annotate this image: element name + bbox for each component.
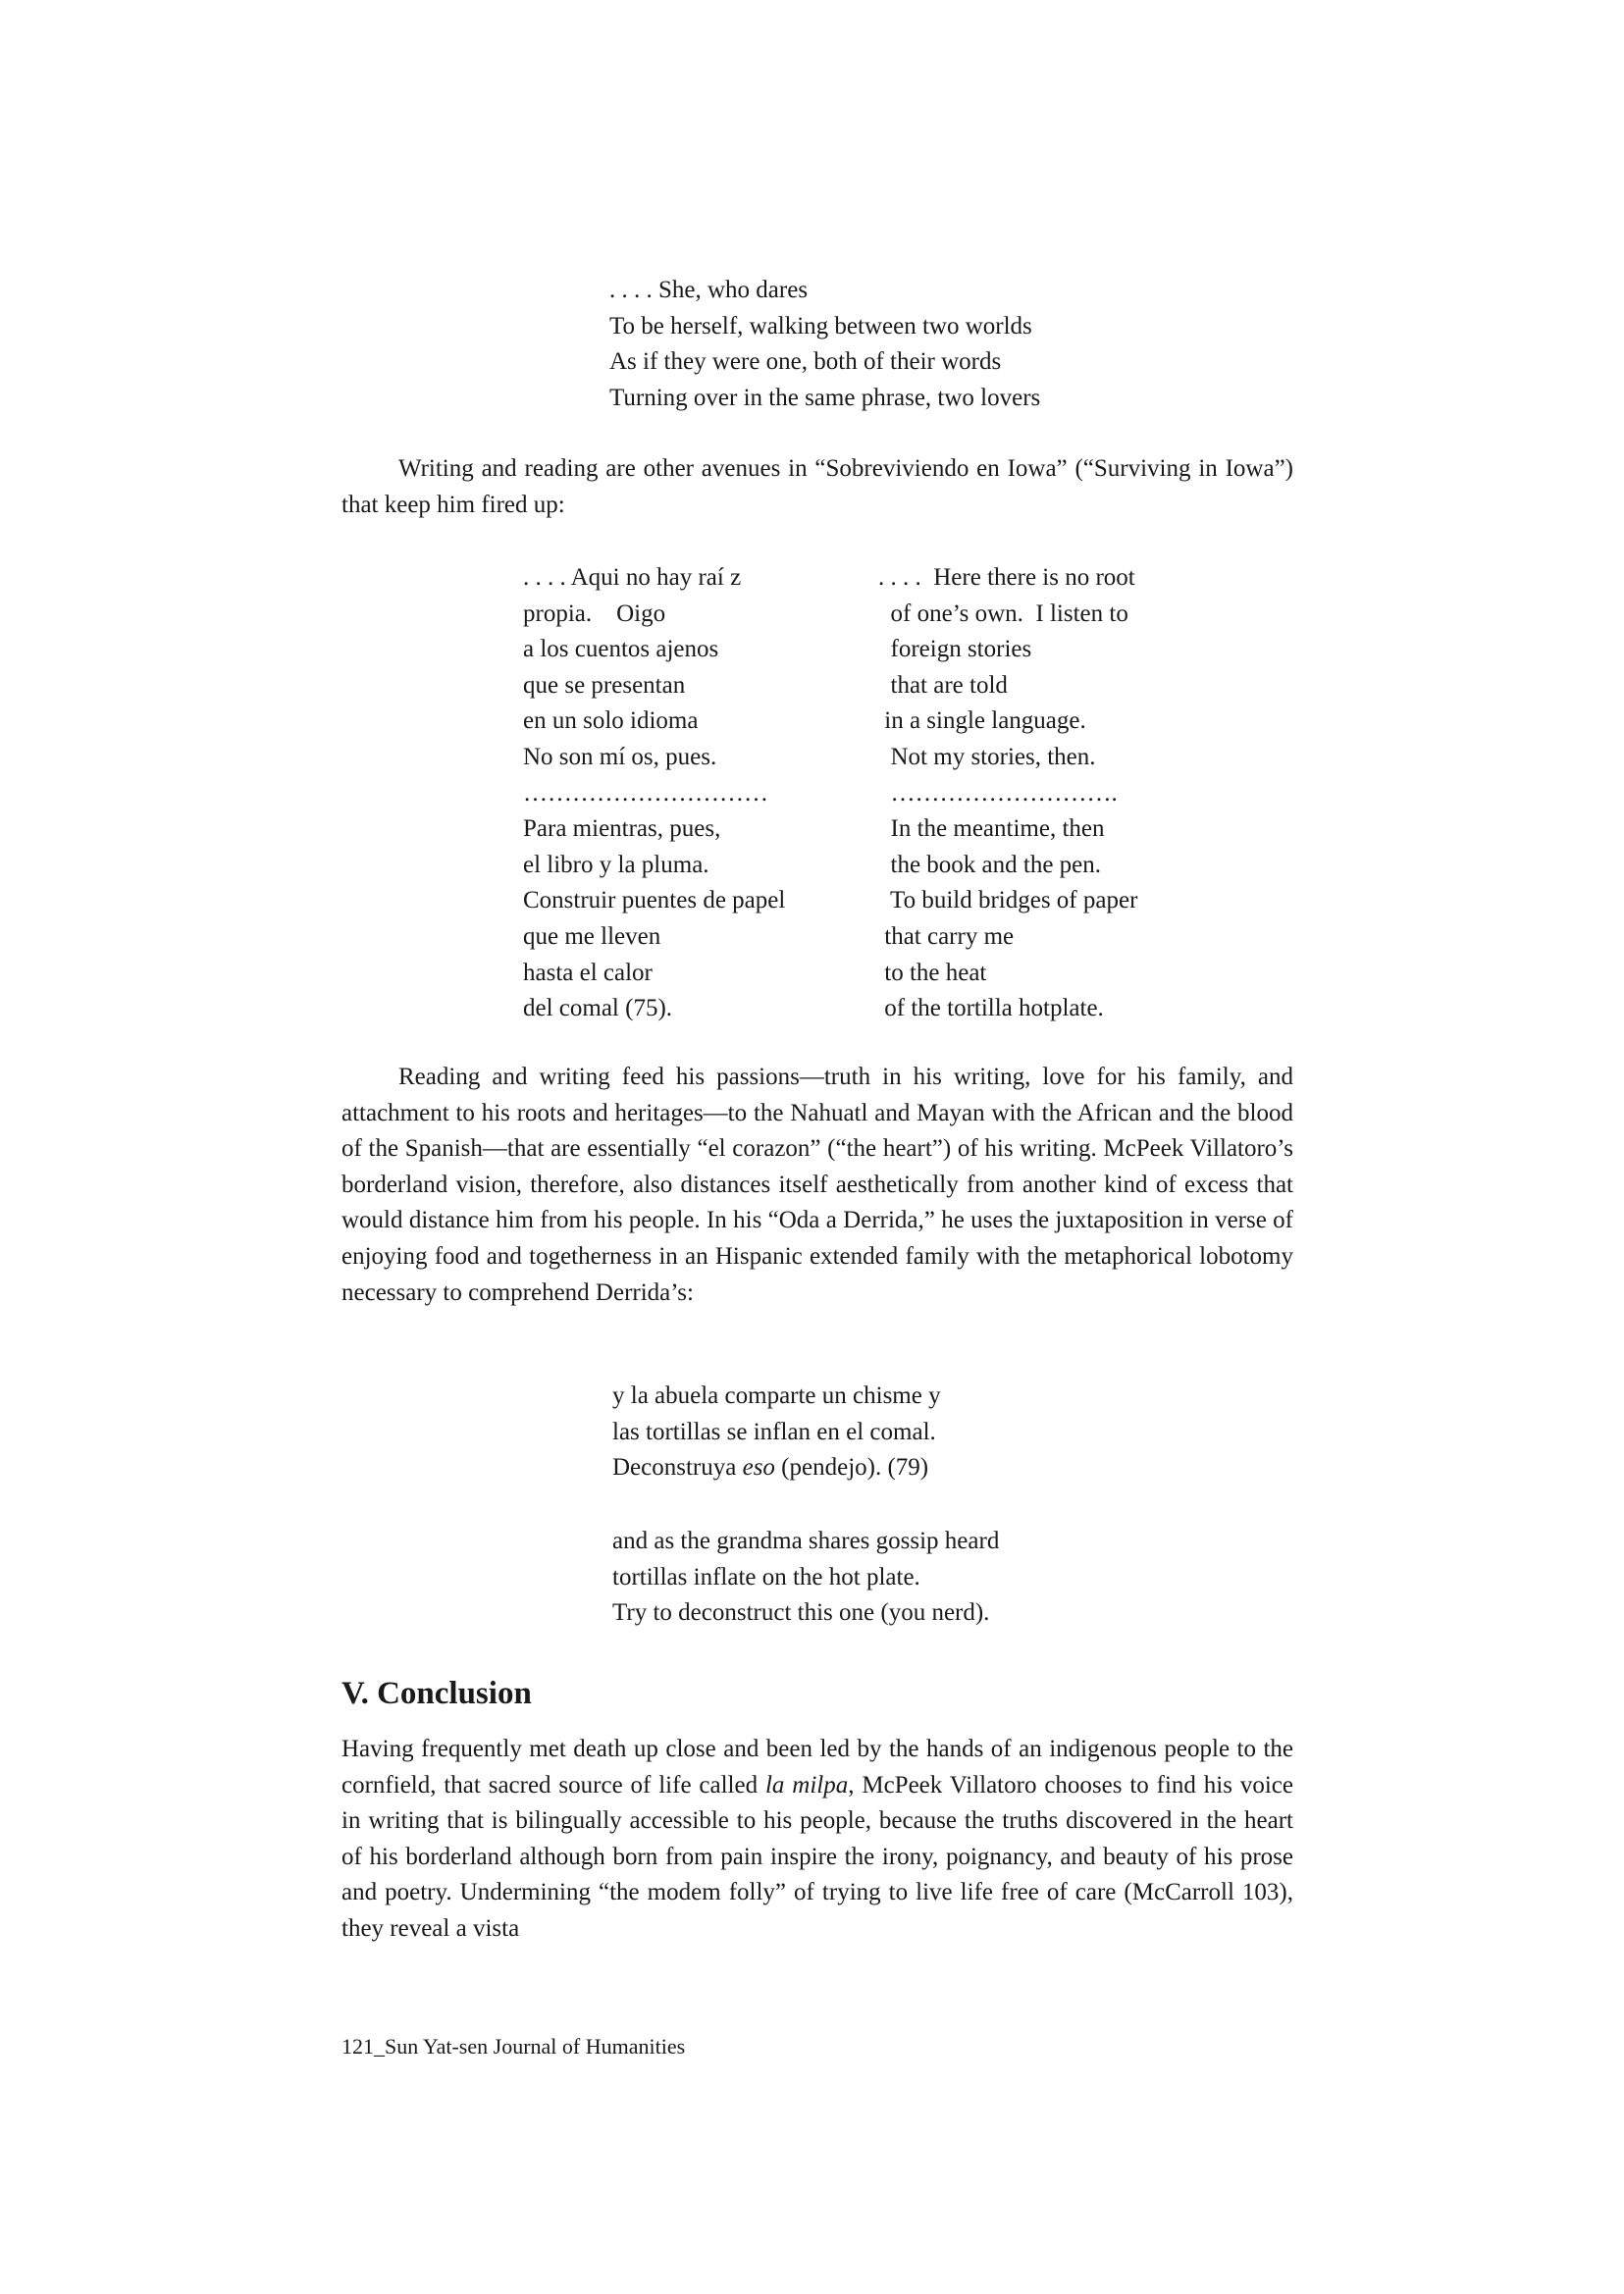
spanish-line: Para mientras, pues,	[523, 815, 721, 843]
spanish-line: . . . . Aqui no hay raí z	[523, 564, 742, 591]
english-line: of the tortilla hotplate.	[878, 995, 1104, 1022]
english-line: To build bridges of paper	[878, 887, 1138, 914]
verse-line: . . . . She, who dares	[609, 277, 809, 303]
verse-line	[612, 1450, 941, 1486]
poem-row	[523, 668, 1210, 704]
verse-line: las tortillas se inflan en el comal.	[612, 1418, 936, 1445]
poem-row	[523, 597, 1210, 633]
poem-row	[523, 704, 1210, 740]
epigraph-verse	[609, 273, 1040, 416]
verse-line: tortillas inflate on the hot plate.	[612, 1563, 920, 1590]
english-line: that are told	[878, 671, 1008, 699]
english-line: foreign stories	[878, 636, 1032, 663]
poem-row	[523, 919, 1210, 956]
verse-line: Try to deconstruct this one (you nerd).	[612, 1599, 990, 1626]
verse-line: y la abuela comparte un chisme y	[612, 1382, 941, 1409]
spanish-line: el libro y la pluma.	[523, 851, 709, 878]
italic-term: la milpa	[764, 1771, 849, 1799]
poem-row	[523, 883, 1210, 919]
english-line: Not my stories, then.	[878, 743, 1096, 770]
english-line: . . . . Here there is no root	[878, 564, 1135, 591]
english-line: that carry me	[878, 922, 1015, 950]
verse-line: Turning over in the same phrase, two lovers	[609, 384, 1041, 411]
spanish-line: a los cuentos ajenos	[523, 636, 719, 663]
verse-line: To be herself, walking between two worlds	[609, 312, 1032, 339]
spanish-line: en un solo idioma	[523, 707, 699, 735]
poem-row	[523, 632, 1210, 668]
oda-verse-english	[612, 1524, 999, 1632]
spanish-line: …………………………	[523, 779, 768, 807]
page-footer: 121_Sun Yat-sen Journal of Humanities	[341, 2034, 686, 2059]
poem-row	[523, 991, 1210, 1027]
poem-row	[523, 560, 1210, 597]
spanish-line: No son mí os, pues.	[523, 743, 717, 770]
poem-row	[523, 848, 1210, 884]
english-line: In the meantime, then	[878, 815, 1105, 843]
paragraph-intro: Writing and reading are other avenues in “Sobreviviendo en Iowa” (“Surviving in Iowa”) that keep him fired up:	[341, 455, 1293, 518]
spanish-line: que me lleven	[523, 922, 661, 950]
paragraph-conclusion	[341, 1732, 1293, 1948]
bilingual-poem	[523, 560, 1210, 1027]
oda-verse-spanish	[612, 1379, 941, 1486]
spanish-line: hasta el calor	[523, 959, 653, 986]
poem-row	[523, 740, 1210, 776]
english-line: in a single language.	[878, 707, 1086, 735]
spanish-line: del comal (75).	[523, 995, 673, 1022]
italic-word: eso	[742, 1454, 775, 1481]
english-line: the book and the pen.	[878, 851, 1102, 878]
spanish-line: propia. Oigo	[523, 600, 666, 627]
verse-text: Deconstruya	[612, 1454, 743, 1481]
poem-row	[523, 956, 1210, 992]
english-line: of one’s own. I listen to	[878, 600, 1128, 627]
spanish-line: que se presentan	[523, 671, 686, 699]
section-heading: V. Conclusion	[341, 1676, 532, 1711]
paragraph-body: Reading and writing feed his passions—truth in his writing, love for his family, and attachment to his roots and heritages—to the Nahuatl and Mayan with the African and the blood of the Spanish—that are essentially “el corazon” (“the heart”) of his writing. McPeek Villatoro’s borderland vision, therefore, also distances itself aesthetically from another kind of excess that would distance him from his people. In his “Oda a Derrida,” he uses the juxtaposition in verse of enjoying food and togetherness in an Hispanic extended family with the metaphorical lobotomy necessary to comprehend Derrida’s:	[341, 1064, 1293, 1306]
verse-line: and as the grandma shares gossip heard	[612, 1528, 1000, 1554]
verse-text: (pendejo). (79)	[774, 1454, 929, 1481]
english-line: to the heat	[878, 959, 987, 986]
english-line: ……………………….	[878, 779, 1118, 807]
poem-row	[523, 776, 1210, 812]
conclusion-text: , McPeek Villatoro chooses to find his voice in writing that is bilingually accessible to his people, because the truths discovered in the heart of his borderland although born from pain inspire the irony, poignancy, and beauty of his prose and poetry. Undermining “the modem folly” of trying to live life free of care (McCarroll 103), they reveal a vista	[341, 1771, 1293, 1942]
conclusion-text: Having frequently met death up close and been led by the hands of an indigenous people to the cornfield, that sacred source of life called	[341, 1736, 1293, 1799]
spanish-line: Construir puentes de papel	[523, 887, 786, 914]
poem-row	[523, 811, 1210, 848]
verse-line: As if they were one, both of their words	[609, 348, 1002, 375]
